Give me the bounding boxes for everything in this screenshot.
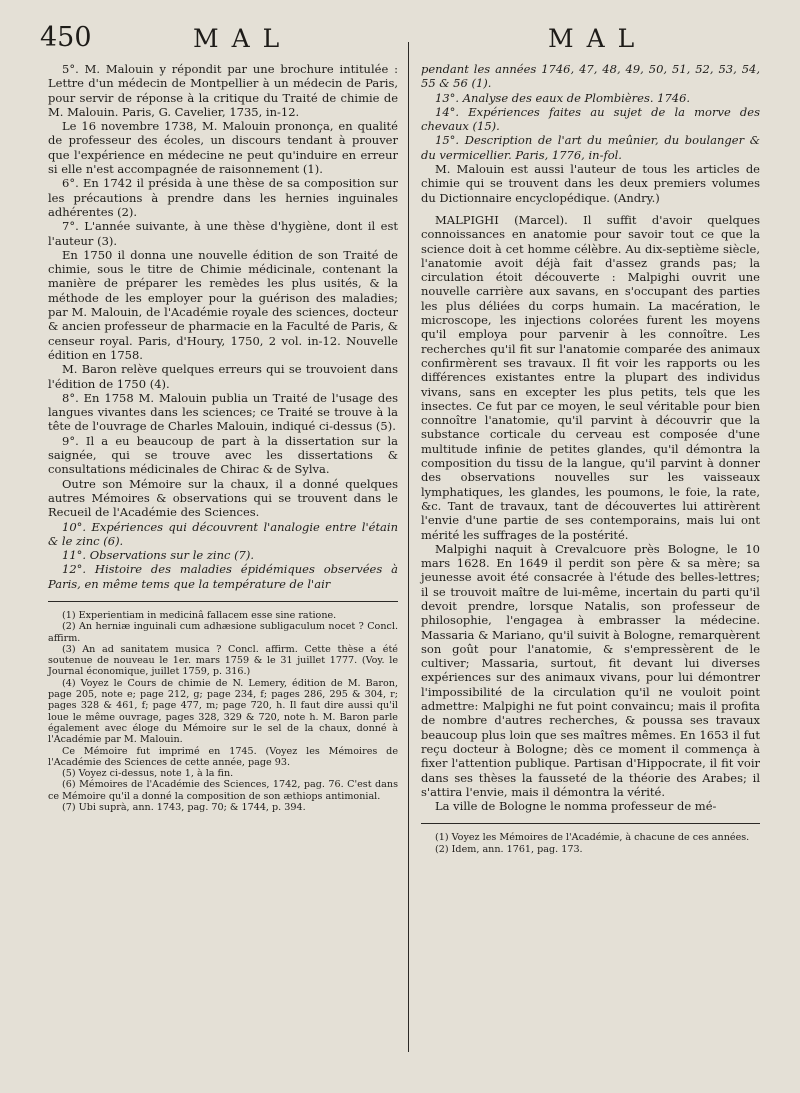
- running-header: [0, 20, 800, 60]
- right-column: [421, 62, 760, 855]
- paragraph: 14°. Expériences faites au sujet de la morve des chevaux (15).: [421, 104, 760, 134]
- left-column: [48, 62, 398, 813]
- footnote-rule: [421, 823, 760, 824]
- footnote: (5) Voyez ci-dessus, note 1, à la fin.: [62, 768, 234, 780]
- footnote: Ce Mémoire fut imprimé en 1745. (Voyez les Mémoires de l'Académie des Sciences de cette année, page 93.: [48, 745, 398, 768]
- paragraph: 12°. Histoire des maladies épidémiques observées à Paris, en même tems que la température de l'air: [48, 562, 398, 591]
- paragraph: Outre son Mémoire sur la chaux, il a donné quelques autres Mémoires & observations qui se trouvent dans le Recueil de l'Académie des Sciences.: [48, 476, 398, 520]
- paragraph: 13°. Analyse des eaux de Plombières. 1746.: [435, 90, 691, 105]
- paragraph: 15°. Description de l'art du meûnier, du boulanger & du vermicellier. Paris, 1776, in-fol.: [421, 133, 760, 162]
- paragraph: M. Baron relève quelques erreurs qui se trouvoient dans l'édition de 1750 (4).: [48, 362, 398, 391]
- footnote: (2) Idem, ann. 1761, pag. 173.: [435, 843, 583, 855]
- paragraph: 11°. Observations sur le zinc (7).: [62, 548, 255, 563]
- footnote: (1) Voyez les Mémoires de l'Académie, à chacune de ces années.: [435, 832, 750, 844]
- paragraph: Malpighi naquit à Crevalcuore près Bologne, le 10 mars 1628. En 1649 il perdit son père & sa mère; sa jeunesse avoit été consacrée à l'étude des belles-lettres; il se trouvoit maître de lui-même, incertain du parti qu'il devoit prendre, lorsque Natalis, son professeur de philosophie, l'engagea à embrasser la médecine. Massaria & Mariano, qu'il suivit à Bologne, remarquèrent son goût pour l'anatomie, & s'empressèrent de le cultiver; Massaria, surtout, fit devant lui diverses expériences sur des animaux vivans, pour lui démontrer l'impossibilité de la circulation qu'il ne vouloit point admettre: Malpighi ne fut point convaincu; mais il profita de nombre d'autres recherches, & poussa ses travaux beaucoup plus loin que ses maîtres mêmes. En 1653 il fut reçu docteur à Bologne; dès ce moment il commença à fixer l'attention publique. Partisan d'Hippocrate, il fit voir dans ses thèses la fausseté de la théorie des Arabes; il s'attira l'envie, mais il démontra la vérité.: [421, 541, 760, 799]
- column-divider: [408, 42, 409, 1052]
- paragraph: 7°. L'année suivante, à une thèse d'hygiène, dont il est l'auteur (3).: [48, 219, 398, 248]
- running-head-left: MAL: [193, 24, 293, 53]
- paragraph: pendant les années 1746, 47, 48, 49, 50, 51, 52, 53, 54, 55 & 56 (1).: [421, 62, 760, 91]
- paragraph: 8°. En 1758 M. Malouin publia un Traité de l'usage des langues vivantes dans les sciences; ce Traité se trouve à la tête de l'ouvrage de Charles Malouin, indiqué ci-dessus (5).: [48, 390, 398, 434]
- paragraph: La ville de Bologne le nomma professeur de mé-: [435, 799, 717, 814]
- running-head-right: MAL: [548, 24, 648, 53]
- footnote-rule: [48, 601, 398, 602]
- footnote: (2) An herniæ inguinali cum adhæsione subligaculum nocet ? Concl. affirm.: [48, 621, 398, 644]
- paragraph: 9°. Il a eu beaucoup de part à la dissertation sur la saignée, qui se trouve avec les dissertations & consultations médicinales de Chirac & de Sylva.: [48, 433, 398, 477]
- paragraph: Le 16 novembre 1738, M. Malouin prononça, en qualité de professeur des écoles, un discours tendant à prouver que l'expérience en médecine ne peut qu'induire en erreur si elle n'est accompagnée de raisonnement (1).: [48, 119, 398, 177]
- footnote: (1) Experientiam in medicinâ fallacem esse sine ratione.: [62, 609, 337, 621]
- paragraph: 6°. En 1742 il présida à une thèse de sa composition sur les précautions à prendre dans les hernies inguinales adhérentes (2).: [48, 176, 398, 219]
- paragraph: MALPIGHI (Marcel). Il suffit d'avoir quelques connoissances en anatomie pour savoir tout ce que la science doit à cet homme célèbre. Au dix-septième siècle, l'anatomie avoit déjà fait d'assez grands pas; la circulation étoit découverte : Malpighi ouvrit une nouvelle carrière aux savans, en s'occupant des parties les plus déliées du corps humain. La macération, le microscope, les injections colorées furent les moyens qu'il employa pour parvenir à les connoître. Les recherches qu'il fit sur l'anatomie comparée des animaux confirmèrent ses travaux. Il fit voir les rapports ou les différences existantes entre la plupart des individus vivans, sans en excepter les plus petits, tels que les insectes. Ce fut par ce moyen, le seul véritable pour bien connoître l'anatomie, qu'il parvint à découvrir que la substance corticale du cerveau est composée d'une multitude infinie de petites glandes, qu'il démontra la composition du tissu de la langue, qu'il parvint à donner des observations nouvelles sur les vaisseaux lymphatiques, les glandes, les poumons, le foie, la rate, &c. Tant de travaux, tant de découvertes lui attirèrent l'envie d'une partie de ses contemporains, mais lui ont mérité les suffrages de la postérité.: [421, 212, 760, 542]
- footnote: (4) Voyez le Cours de chimie de N. Lemery, édition de M. Baron, page 205, note e; page 212, g; page 234, f; pages 286, 295 & 304, r; pages 328 & 461, f; page 477, m; page 720, h. Il faut dire aussi qu'il loue le même ouvrage, pages 328, 329 & 720, note h. M. Baron parle également avec éloge du Mémoire sur le sel de la chaux, donné à l'Académie par M. Malouin.: [48, 677, 398, 746]
- footnote: (7) Ubi suprà, ann. 1743, pag. 70; & 1744, p. 394.: [62, 802, 306, 814]
- paragraph: M. Malouin est aussi l'auteur de tous les articles de chimie qui se trouvent dans les deux premiers volumes du Dictionnaire encyclopédique. (Andry.): [421, 162, 760, 205]
- footnote: (3) An ad sanitatem musica ? Concl. affirm. Cette thèse a été soutenue de nouveau le 1er. mars 1759 & le 31 juillet 1777. (Voy. le Journal économique, juillet 1759, p. 316.): [48, 643, 398, 678]
- paragraph: En 1750 il donna une nouvelle édition de son Traité de chimie, sous le titre de Chimie médicinale, contenant la manière de préparer les remèdes les plus usités, & la méthode de les employer pour la guérison des maladies; par M. Malouin, de l'Académie royale des sciences, docteur & ancien professeur de pharmacie en la Faculté de Paris, & censeur royal. Paris, d'Houry, 1750, 2 vol. in-12. Nouvelle édition en 1758.: [48, 247, 398, 362]
- footnote: (6) Mémoires de l'Académie des Sciences, 1742, pag. 76. C'est dans ce Mémoire qu'il a donné la composition de son æthiops antimonial.: [48, 779, 398, 802]
- paragraph: 5°. M. Malouin y répondit par une brochure intitulée : Lettre d'un médecin de Montpellier à un médecin de Paris, pour servir de réponse à la critique du Traité de chimie de M. Malouin. Paris, G. Cavelier, 1735, in-12.: [48, 62, 398, 119]
- paragraph: 10°. Expériences qui découvrent l'analogie entre l'étain & le zinc (6).: [48, 519, 398, 548]
- page-number: 450: [40, 22, 92, 53]
